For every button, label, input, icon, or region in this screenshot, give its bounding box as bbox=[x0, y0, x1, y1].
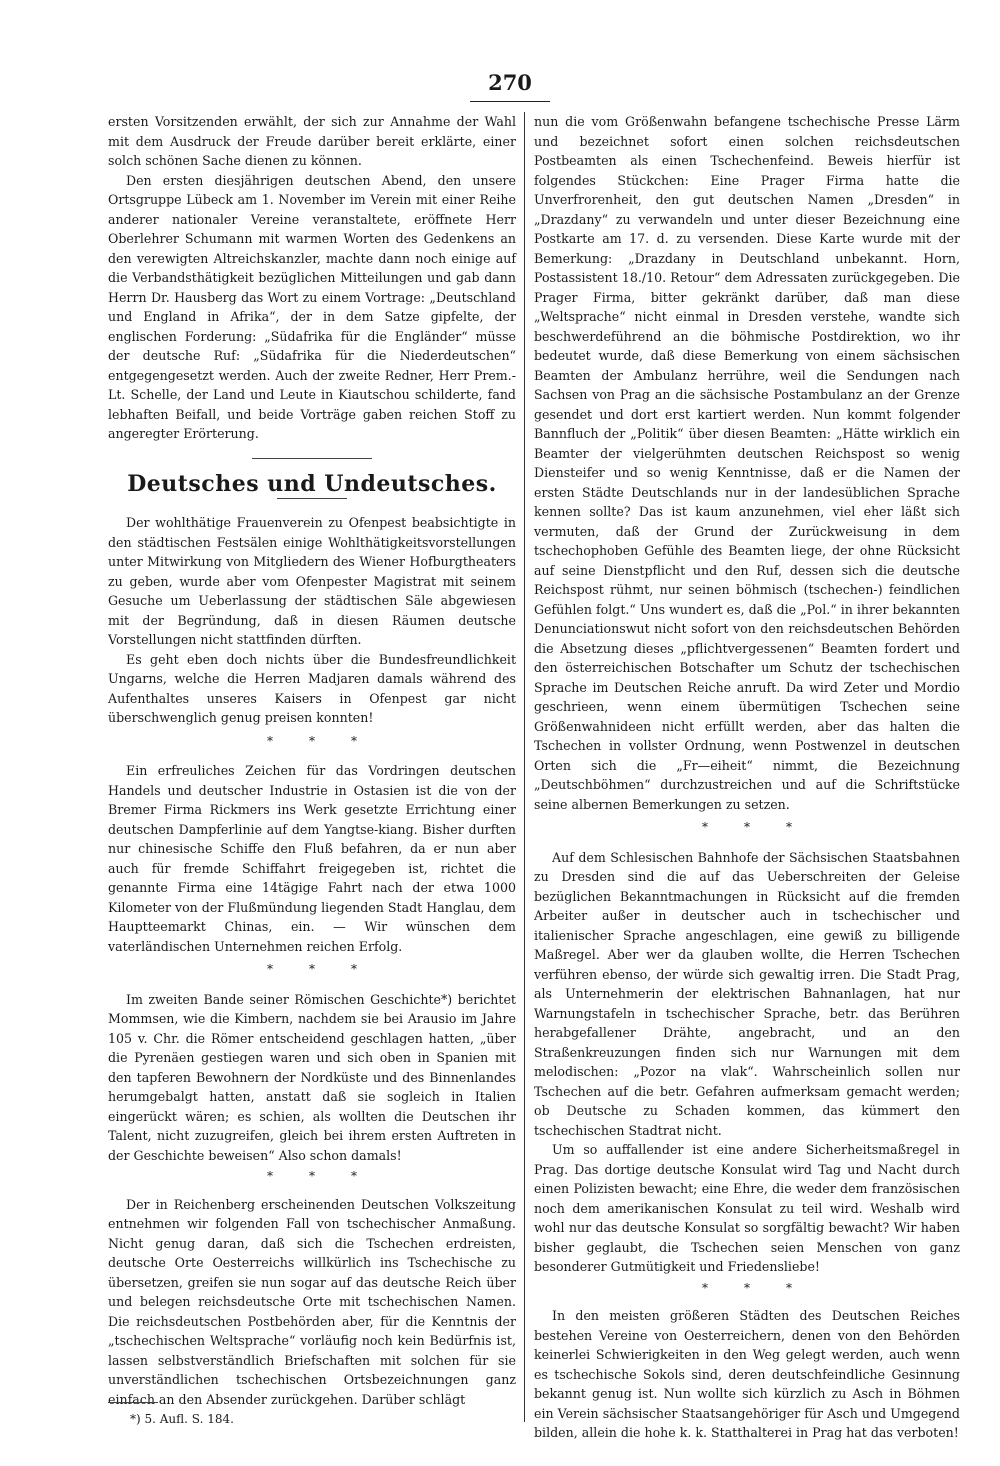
paragraph: In den meisten größeren Städten des Deutschen Reiches bestehen Vereine von Oesterreichern, denen von den Behörden keinerlei Schwierigkeiten in den Weg gelegt werden, auch wenn es tschechische Sokols sind, deren deutschfeindliche Gesinnung bekannt genug ist. Nun wollte sich kürzlich zu Asch in Böhmen ein Verein sächsischer Staatsangehöriger für Asch und Umgegend bilden, allein die hohe k. k. Statthalterei in Prag hat das verboten! bbox=[534, 1308, 960, 1440]
paragraph: Den ersten diesjährigen deutschen Abend, den unsere Ortsgruppe Lübeck am 1. November im Verein mit einer Reihe anderer nationaler Vereine veranstaltete, eröffnete Herr Oberlehrer Schumann mit warmen Worten des Gedenkens an den verewigten Altreichskanzler, machte dann noch einige auf die Verbandsthätigkeit bezüglichen Mitteilungen und gab dann Herrn Dr. Hausberg das Wort zu einem Vortrage: „Deutschland und England in Afrika“, der in dem Satze gipfelte, der englischen Forderung: „Südafrika für die Engländer“ müsse der deutsche Ruf: „Südafrika für die Niederdeutschen“ entgegengesetzt werden. Auch der zweite Redner, Herr Prem.-Lt. Schelle, der Land und Leute in Kiautschou schilderte, fand lebhaften Beifall, und beide Vorträge gaben reichen Stoff zu angeregter Erörterung. bbox=[108, 172, 516, 441]
paragraph: Es geht eben doch nichts über die Bundesfreundlichkeit Ungarns, welche die Herren Madjaren damals während des Aufenthaltes unseres Kaisers in Ofenpest gar nicht überschwenglich genug preisen konnten! bbox=[108, 651, 516, 725]
asterism: *** bbox=[702, 820, 828, 834]
left-column bbox=[108, 112, 516, 1409]
asterism: *** bbox=[267, 962, 393, 976]
paragraph: Auf dem Schlesischen Bahnhofe der Sächsischen Staatsbahnen zu Dresden sind die auf das Ueberschreiten der Geleise bezüglichen Bekanntmachungen in Rücksicht auf die fremden Arbeiter außer in deutscher auch in tschechischer und italienischer Sprache angeschlagen, eine gewiß zu billigende Maßregel. Aber wer da glauben wollte, die Herren Tschechen verführen ebenso, der würde sich gewaltig irren. Die Stadt Prag, als Unternehmerin der elektrischen Bahnanlagen, hat nur Warnungstafeln in tschechischer Sprache, betr. das Berühren herabgefallener Drähte, angebracht, und an den Straßenkreuzungen finden sich nur Warnungen mit dem melodischen: „Pozor na vlak“. Wahrscheinlich sollen nur Tschechen auf die betr. Gefahren aufmerksam gemacht werden; ob Deutsche zu Schaden kommen, das kümmert den tschechischen Stadtrat nicht. bbox=[534, 849, 960, 1138]
asterism: *** bbox=[267, 733, 393, 748]
asterism: *** bbox=[267, 1169, 393, 1183]
paragraph: nun die vom Größenwahn befangene tschechische Presse Lärm und bezeichnet sofort einen solchen reichsdeutschen Postbeamten als einen Tschechenfeind. Beweis hierfür ist folgendes Stückchen: Eine Prager Firma hatte die Unverfrorenheit, den gut deutschen Namen „Dresden“ in „Drazdany“ zu verwandeln und unter dieser Bezeichnung eine Postkarte am 17. d. zu versenden. Diese Karte wurde mit der Bemerkung: „Drazdany in Deutschland unbekannt. Horn, Postassistent 18./10. Retour“ dem Adressaten zurückgegeben. Die Prager Firma, bitter gekränkt darüber, daß man diese „Weltsprache“ nicht einmal in Dresden verstehe, wandte sich beschwerdeführend an die böhmische Postdirektion, wo ihr bedeutet wurde, daß diese Bemerkung von einem sächsischen Beamten der Ambulanz herrühre, weil die Sendungen nach Sachsen von Prag an die sächsische Postambulanz an der Grenze gesendet und dort erst kartiert werden. Nun kommt folgender Bannfluch der „Politik“ über diesen Beamten: „Hätte wirklich ein Beamter der vielgerühmten deutschen Reichspost so wenig Diensteifer und so wenig Kenntnisse, daß er die Namen der ersten Städte Deutschlands nur in der landesüblichen Sprache kennen sollte? Das ist kaum anzunehmen, viel eher läßt sich vermuten, daß der Grund der Zurückweisung in dem tschechophoben Gefühle des Beamten liege, der ohne Rücksicht auf seine Dienstpflicht und den Ruf, dessen sich die deutsche Reichspost rühmt, nur seinen böhmisch (tschechen-) feindlichen Gefühlen folgt.“ Uns wundert es, daß die „Pol.“ in ihrer bekannten Denunciationswut nicht sofort von den reichsdeutschen Behörden die Absetzung dieses „pflichtvergessenen“ Beamten fordert und den österreichischen Botschafter um Schutz der tschechischen Sprache im Deutschen Reiche anruft. Da wird Zeter und Mordio geschrieen, wenn einem übermütigen Tschechen seine Größenwahnideen nicht erfüllt werden, aber das halten die Tschechen in vollster Ordnung, wenn Postwenzel in deutschen Orten sich die „Fr—eiheit“ nimmt, die Bezeichnung „Deutschböhmen“ durchzustreichen und auf die Schriftstücke seine albernen Bemerkungen zu setzen. bbox=[534, 114, 960, 812]
section-heading: Deutsches und Undeutsches. bbox=[127, 470, 497, 497]
paragraph: Um so auffallender ist eine andere Sicherheitsmaßregel in Prag. Das dortige deutsche Konsulat wird Tag und Nacht durch einen Polizisten bewacht; eine Ehre, die weder dem französischen noch dem amerikanischen Konsulat zu teil wird. Weshalb wird wohl nur das deutsche Konsulat so sorgfältig bewacht? Wir haben bisher geglaubt, die Tschechen seien Menschen von ganz besonderer Gutmütigkeit und Friedensliebe! bbox=[534, 1142, 960, 1274]
paragraph: Im zweiten Bande seiner Römischen Geschichte*) berichtet Mommsen, wie die Kimbern, nachdem sie bei Arausio im Jahre 105 v. Chr. die Römer entscheidend geschlagen hatten, „über die Pyrenäen gestiegen waren und sich oben in Spanien mit den tapferen Bewohnern der Nordküste und des Binnenlandes herumgebalgt hatten, anstatt daß sie sogleich in Italien eingerückt wären; es schien, als wollten die Deutschen ihr Talent, nicht zuzugreifen, gleich bei ihrem ersten Auftreten in der Geschichte beweisen“ Also schon damals! bbox=[108, 991, 516, 1163]
asterism: *** bbox=[702, 1280, 828, 1295]
paragraph: ersten Vorsitzenden erwählt, der sich zur Annahme der Wahl mit dem Ausdruck der Freude darüber bereit erklärte, einer solch schönen Sache dienen zu können. bbox=[108, 114, 516, 168]
paragraph: Ein erfreuliches Zeichen für das Vordringen deutschen Handels und deutscher Industrie in Ostasien ist die von der Bremer Firma Rickmers ins Werk gesetzte Errichtung einer deutschen Dampferlinie auf dem Yangtse-kiang. Bisher durften nur chinesische Schiffe den Fluß befahren, da er nun aber auch für fremde Schiffahrt freigegeben ist, richtet die genannte Firma eine 14tägige Fahrt nach der etwa 1000 Kilometer von der Flußmündung liegenden Stadt Hanglau, dem Hauptteemarkt Chinas, ein. — Wir wünschen dem vaterländischen Unternehmen reichen Erfolg. bbox=[108, 763, 516, 954]
section-divider bbox=[252, 458, 372, 459]
right-column bbox=[534, 112, 960, 1443]
footnote: *) 5. Aufl. S. 184. bbox=[130, 1412, 234, 1426]
paragraph: Der wohlthätige Frauenverein zu Ofenpest beabsichtigte in den städtischen Festsälen einige Wohlthätigkeitsvorstellungen unter Mitwirkung von Mitgliedern des Wiener Hofburgtheaters zu geben, wurde aber vom Ofenpester Magistrat mit seinem Gesuche um Ueberlassung der städtischen Säle abgewiesen mit der Begründung, daß in diesen Räumen deutsche Vorstellungen nicht stattfinden dürften. bbox=[108, 515, 516, 647]
paragraph: Der in Reichenberg erscheinenden Deutschen Volkszeitung entnehmen wir folgenden Fall von tschechischer Anmaßung. Nicht genug daran, daß sich die Tschechen erdreisten, deutsche Orte Oesterreichs willkürlich ins Tschechische zu übersetzen, greifen sie nun sogar auf das deutsche Reich über und belegen reichsdeutsche Orte mit tschechischen Namen. Die reichsdeutschen Postbehörden aber, für die Kenntnis der „tschechischen Weltsprache“ vorläufig noch kein Bedürfnis ist, lassen selbstverständlich Briefschaften mit solchen für sie unverständlichen tschechischen Ortsbezeichnungen ganz einfach an den Absender zurückgehen. Darüber schlägt bbox=[108, 1196, 516, 1407]
heading-rule bbox=[277, 498, 347, 499]
page-number: 270 bbox=[488, 70, 532, 95]
page-number-rule bbox=[470, 101, 550, 102]
footnote-rule bbox=[108, 1402, 158, 1403]
column-divider bbox=[524, 112, 525, 1422]
